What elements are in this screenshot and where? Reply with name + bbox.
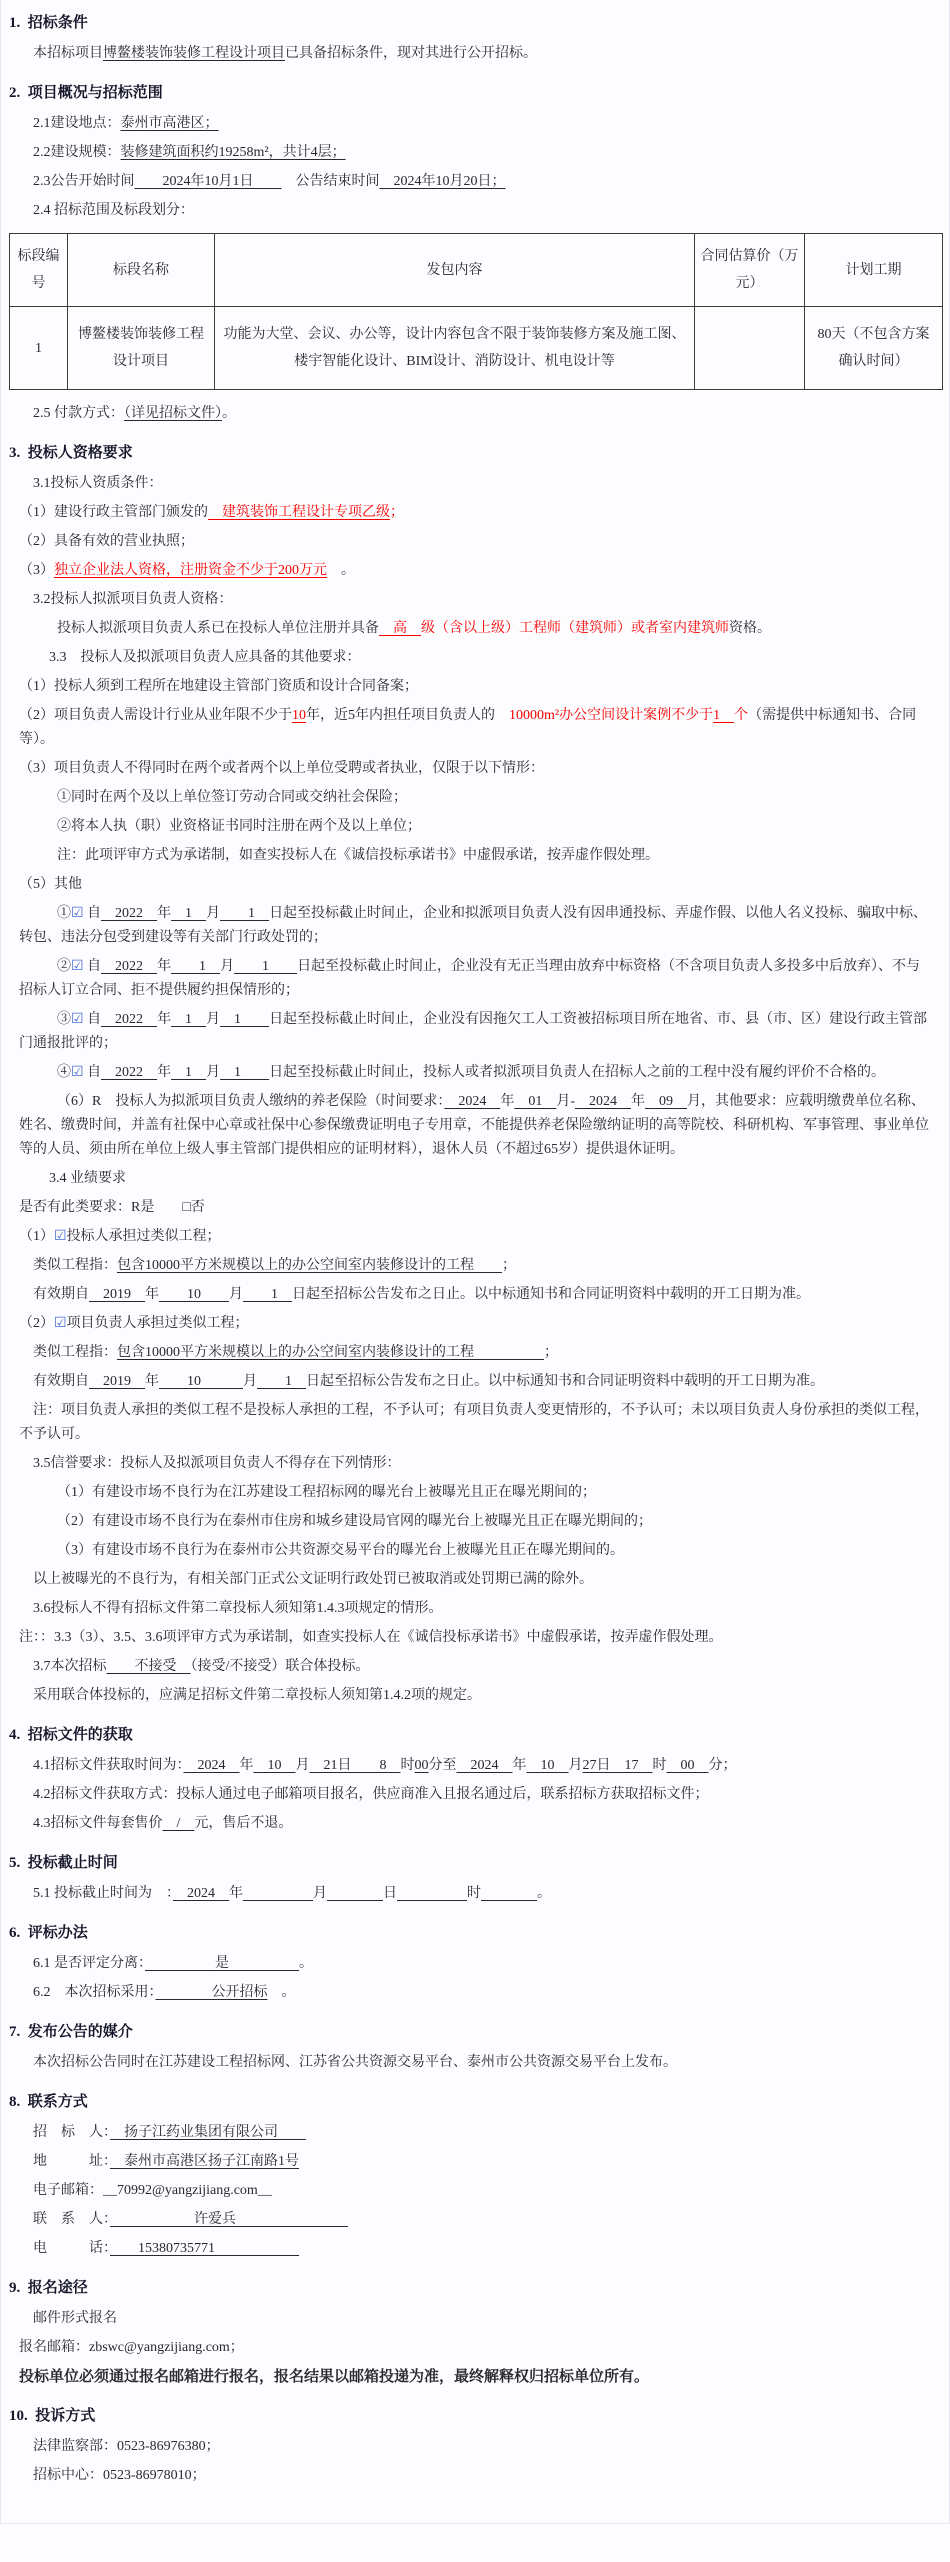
section-title-evaluation-method: 6. 评标办法 [9,1925,88,1941]
pension-insurance-requirement: （6）R 投标人为拟派项目负责人缴纳的养老保险（时间要求： 2024 年 01 月- 2024 年 09 月，其他要求：应载明缴费单位名称、姓名、缴费时间，并盖有社保中心章或社保中心参保缴费证明电子专用章，不能提供养老保险缴纳证明的高等院校、科研机构、军事管理、事业单位等的人员、须由所在单位上级人事主管部门提供相应的证明材料），退休人员（不超过65岁）提供退休证明。 [19,1094,929,1157]
credit-item-2: ②☑ 自 2022 年 1 月 1 日起至投标截止时间止，企业没有无正当理由放弃中标资格（不含项目负责人多投多中后放弃）、不与招标人订立合同、拒不提供履约担保情形的； [19,959,921,998]
other-requirement-3: （3）项目负责人不得同时在两个或者两个以上单位受聘或者执业，仅限于以下情形： [19,761,544,776]
registration-by-email-label: 邮件形式报名 [33,2311,117,2326]
announcement-media-text: 本次招标公告同时在江苏建设工程招标网、江苏省公共资源交易平台、泰州市公共资源交易平台上发布。 [33,2055,677,2070]
leader-similar-project-item: （2）☑项目负责人承担过类似工程； [19,1316,249,1331]
leader-similar-project-definition: 类似工程指：包含10000平方米规模以上的办公空间室内装修设计的工程 ； [33,1345,558,1360]
project-leader-qualification-label: 3.2投标人拟派项目负责人资格： [33,592,233,607]
leader-similar-project-validity: 有效期自 2019 年 10 月 1 日起至招标公告发布之日止。以中标通知书和合同证明资料中载明的开工日期为准。 [33,1374,824,1389]
announcement-period: 2.3公告开始时间 2024年10月1日 公告结束时间 2024年10月20日； [33,174,506,189]
tenderer-address: 地 址： 泰州市高港区扬子江南路1号 [33,2154,299,2169]
bidder-similar-project-validity: 有效期自 2019 年 10 月 1 日起至招标公告发布之日止。以中标通知书和合同证明资料中载明的开工日期为准。 [33,1287,810,1302]
similar-project-note: 注：项目负责人承担的类似工程不是投标人承担的工程，不予认可；有项目负责人变更情形的，不予认可；未以项目负责人身份承担的类似工程，不予认可。 [19,1403,929,1442]
col-header-contract-content: 发包内容 [215,234,695,307]
bid-deadline-text: 5.1 投标截止时间为 ： 2024 年 月 日 时 。 [33,1886,551,1901]
contact-phone: 电 话： 15380735771 [33,2241,299,2256]
cell-estimate-price [695,307,805,390]
col-header-planned-duration: 计划工期 [805,234,943,307]
construction-site: 2.1建设地点：泰州市高港区； [33,116,219,131]
performance-requirement-choice: 是否有此类要求：R是 □否 [19,1200,205,1215]
legal-supervision-phone: 法律监察部：0523-86976380； [33,2439,220,2454]
tenderer-name: 招 标 人： 扬子江药业集团有限公司 [33,2125,306,2140]
bidder-similar-project-item: （1）☑投标人承担过类似工程； [19,1229,221,1244]
qualification-item-1: （1）建设行政主管部门颁发的 建筑装饰工程设计专项乙级； [19,505,404,520]
tender-type: 6.2 本次招标采用： 公开招标 。 [33,1985,296,2000]
review-method-note: 注：：3.3（3）、3.5、3.6项评审方式为承诺制，如查实投标人在《诚信投标承诺书》中虚假承诺，按弄虚作假处理。 [19,1630,723,1645]
bidder-similar-project-definition: 类似工程指：包含10000平方米规模以上的办公空间室内装修设计的工程 ； [33,1258,516,1273]
col-header-section-name: 标段名称 [68,234,215,307]
acquisition-method: 4.2招标文件获取方式：投标人通过电子邮箱项目报名，供应商准入且报名通过后，联系招标方获取招标文件； [33,1787,709,1802]
qualification-conditions-label: 3.1投标人资质条件： [33,476,163,491]
clause-3-6: 3.6投标人不得有招标文件第二章投标人须知第1.4.3项规定的情形。 [33,1601,443,1616]
section-title-bid-deadline: 5. 投标截止时间 [9,1855,118,1871]
cell-section-no: 1 [10,307,68,390]
others-label: （5）其他 [19,877,82,892]
situation-2: ②将本人执（职）业资格证书同时注册在两个及以上单位； [57,819,421,834]
other-requirement-1: （1）投标人须到工程所在地建设主管部门资质和设计合同备案； [19,679,418,694]
acquisition-time: 4.1招标文件获取时间为： 2024 年 10 月 21日 8 时00分至 2024 年 10 月27日 17 时 00 分； [33,1758,737,1773]
tenderer-email: 电子邮箱：__70992@yangzijiang.com__ [33,2183,272,2198]
document-body [1,0,949,2523]
section-title-complaint-method: 10. 投诉方式 [9,2408,96,2424]
tender-conditions-text: 本招标项目博鳌楼装饰装修工程设计项目已具备招标条件，现对其进行公开招标。 [33,46,537,61]
other-requirements-label: 3.3 投标人及拟派项目负责人应具备的其他要求： [49,650,361,665]
table-row [10,307,943,390]
situation-1: ①同时在两个及以上单位签订劳动合同或交纳社会保险； [57,790,407,805]
reputation-item-3: （3）有建设市场不良行为在泰州市公共资源交易平台的曝光台上被曝光且正在曝光期间的。 [57,1543,624,1558]
section-title-project-overview: 2. 项目概况与招标范围 [9,85,163,101]
bid-sections-table [9,233,943,390]
reputation-exception-note: 以上被曝光的不良行为，有相关部门正式公文证明行政处罚已被取消或处罚期已满的除外。 [33,1572,593,1587]
performance-requirement-label: 3.4 业绩要求 [49,1171,126,1186]
other-requirement-2: （2）项目负责人需设计行业从业年限不少于10年，近5年内担任项目负责人的 10000m²办公空间设计案例不少于1 个（需提供中标通知书、合同等）。 [19,708,917,747]
section-title-tender-conditions: 1. 招标条件 [9,15,88,31]
document-price: 4.3招标文件每套售价 / 元，售后不退。 [33,1816,293,1831]
construction-scale: 2.2建设规模：装修建筑面积约19258m²，共计4层； [33,145,346,160]
section-title-registration-method: 9. 报名途径 [9,2280,88,2296]
cell-contract-content: 功能为大堂、会议、办公等，设计内容包含不限于装饰装修方案及施工图、楼宇智能化设计、BIM设计、消防设计、机电设计等 [215,307,695,390]
registration-email: 报名邮箱：zbswc@yangzijiang.com； [19,2340,244,2355]
credit-item-1: ①☑ 自 2022 年 1 月 1 日起至投标截止时间止，企业和拟派项目负责人没有因串通投标、弄虚作假、以他人名义投标、骗取中标、转包、违法分包受到建设等有关部门行政处罚的； [19,906,928,945]
evaluation-separation: 6.1 是否评定分离： 是 。 [33,1956,313,1971]
section-title-document-acquisition: 4. 招标文件的获取 [9,1727,133,1743]
commitment-note: 注：此项评审方式为承诺制，如查实投标人在《诚信投标承诺书》中虚假承诺，按弄虚作假处理。 [57,848,659,863]
section-title-bidder-qualifications: 3. 投标人资格要求 [9,445,133,461]
qualification-item-2: （2）具备有效的营业执照； [19,534,194,549]
registration-disclaimer: 投标单位必须通过报名邮箱进行报名，报名结果以邮箱投递为准，最终解释权归招标单位所有。 [19,2369,650,2385]
payment-method: 2.5 付款方式：（详见招标文件）。 [33,406,236,421]
col-header-section-no: 标段编号 [10,234,68,307]
reputation-item-1: （1）有建设市场不良行为在江苏建设工程招标网的曝光台上被曝光且正在曝光期间的； [57,1485,596,1500]
reputation-item-2: （2）有建设市场不良行为在泰州市住房和城乡建设局官网的曝光台上被曝光且正在曝光期间的； [57,1514,652,1529]
section-title-announcement-media: 7. 发布公告的媒介 [9,2024,133,2040]
col-header-estimate-price: 合同估算价（万元） [695,234,805,307]
section-title-contact-info: 8. 联系方式 [9,2094,88,2110]
qualification-item-3: （3）独立企业法人资格，注册资金不少于200万元 。 [19,563,355,578]
tender-center-phone: 招标中心：0523-86978010； [33,2468,206,2483]
credit-item-3: ③☑ 自 2022 年 1 月 1 日起至投标截止时间止，企业没有因拖欠工人工资被招标项目所在地省、市、县（市、区）建设行政主管部门通报批评的； [19,1012,928,1051]
cell-planned-duration: 80天（不包含方案确认时间） [805,307,943,390]
scope-division-label: 2.4 招标范围及标段划分： [33,203,194,218]
project-leader-qualification-text: 投标人拟派项目负责人系已在投标人单位注册并具备 高 级（含以上级）工程师（建筑师）或者室内建筑师资格。 [57,621,771,636]
consortium-bidding-note: 采用联合体投标的，应满足招标文件第二章投标人须知第1.4.2项的规定。 [33,1688,481,1703]
reputation-requirement-label: 3.5信誉要求：投标人及拟派项目负责人不得存在下列情形： [33,1456,401,1471]
table-header-row [10,234,943,307]
consortium-bidding-clause: 3.7本次招标 不接受 （接受/不接受）联合体投标。 [33,1659,370,1674]
cell-section-name: 博鳌楼装饰装修工程设计项目 [68,307,215,390]
credit-item-4: ④☑ 自 2022 年 1 月 1 日起至投标截止时间止，投标人或者拟派项目负责人在招标人之前的工程中没有履约评价不合格的。 [57,1065,886,1080]
contact-person: 联 系 人： 许爱兵 [33,2212,348,2227]
